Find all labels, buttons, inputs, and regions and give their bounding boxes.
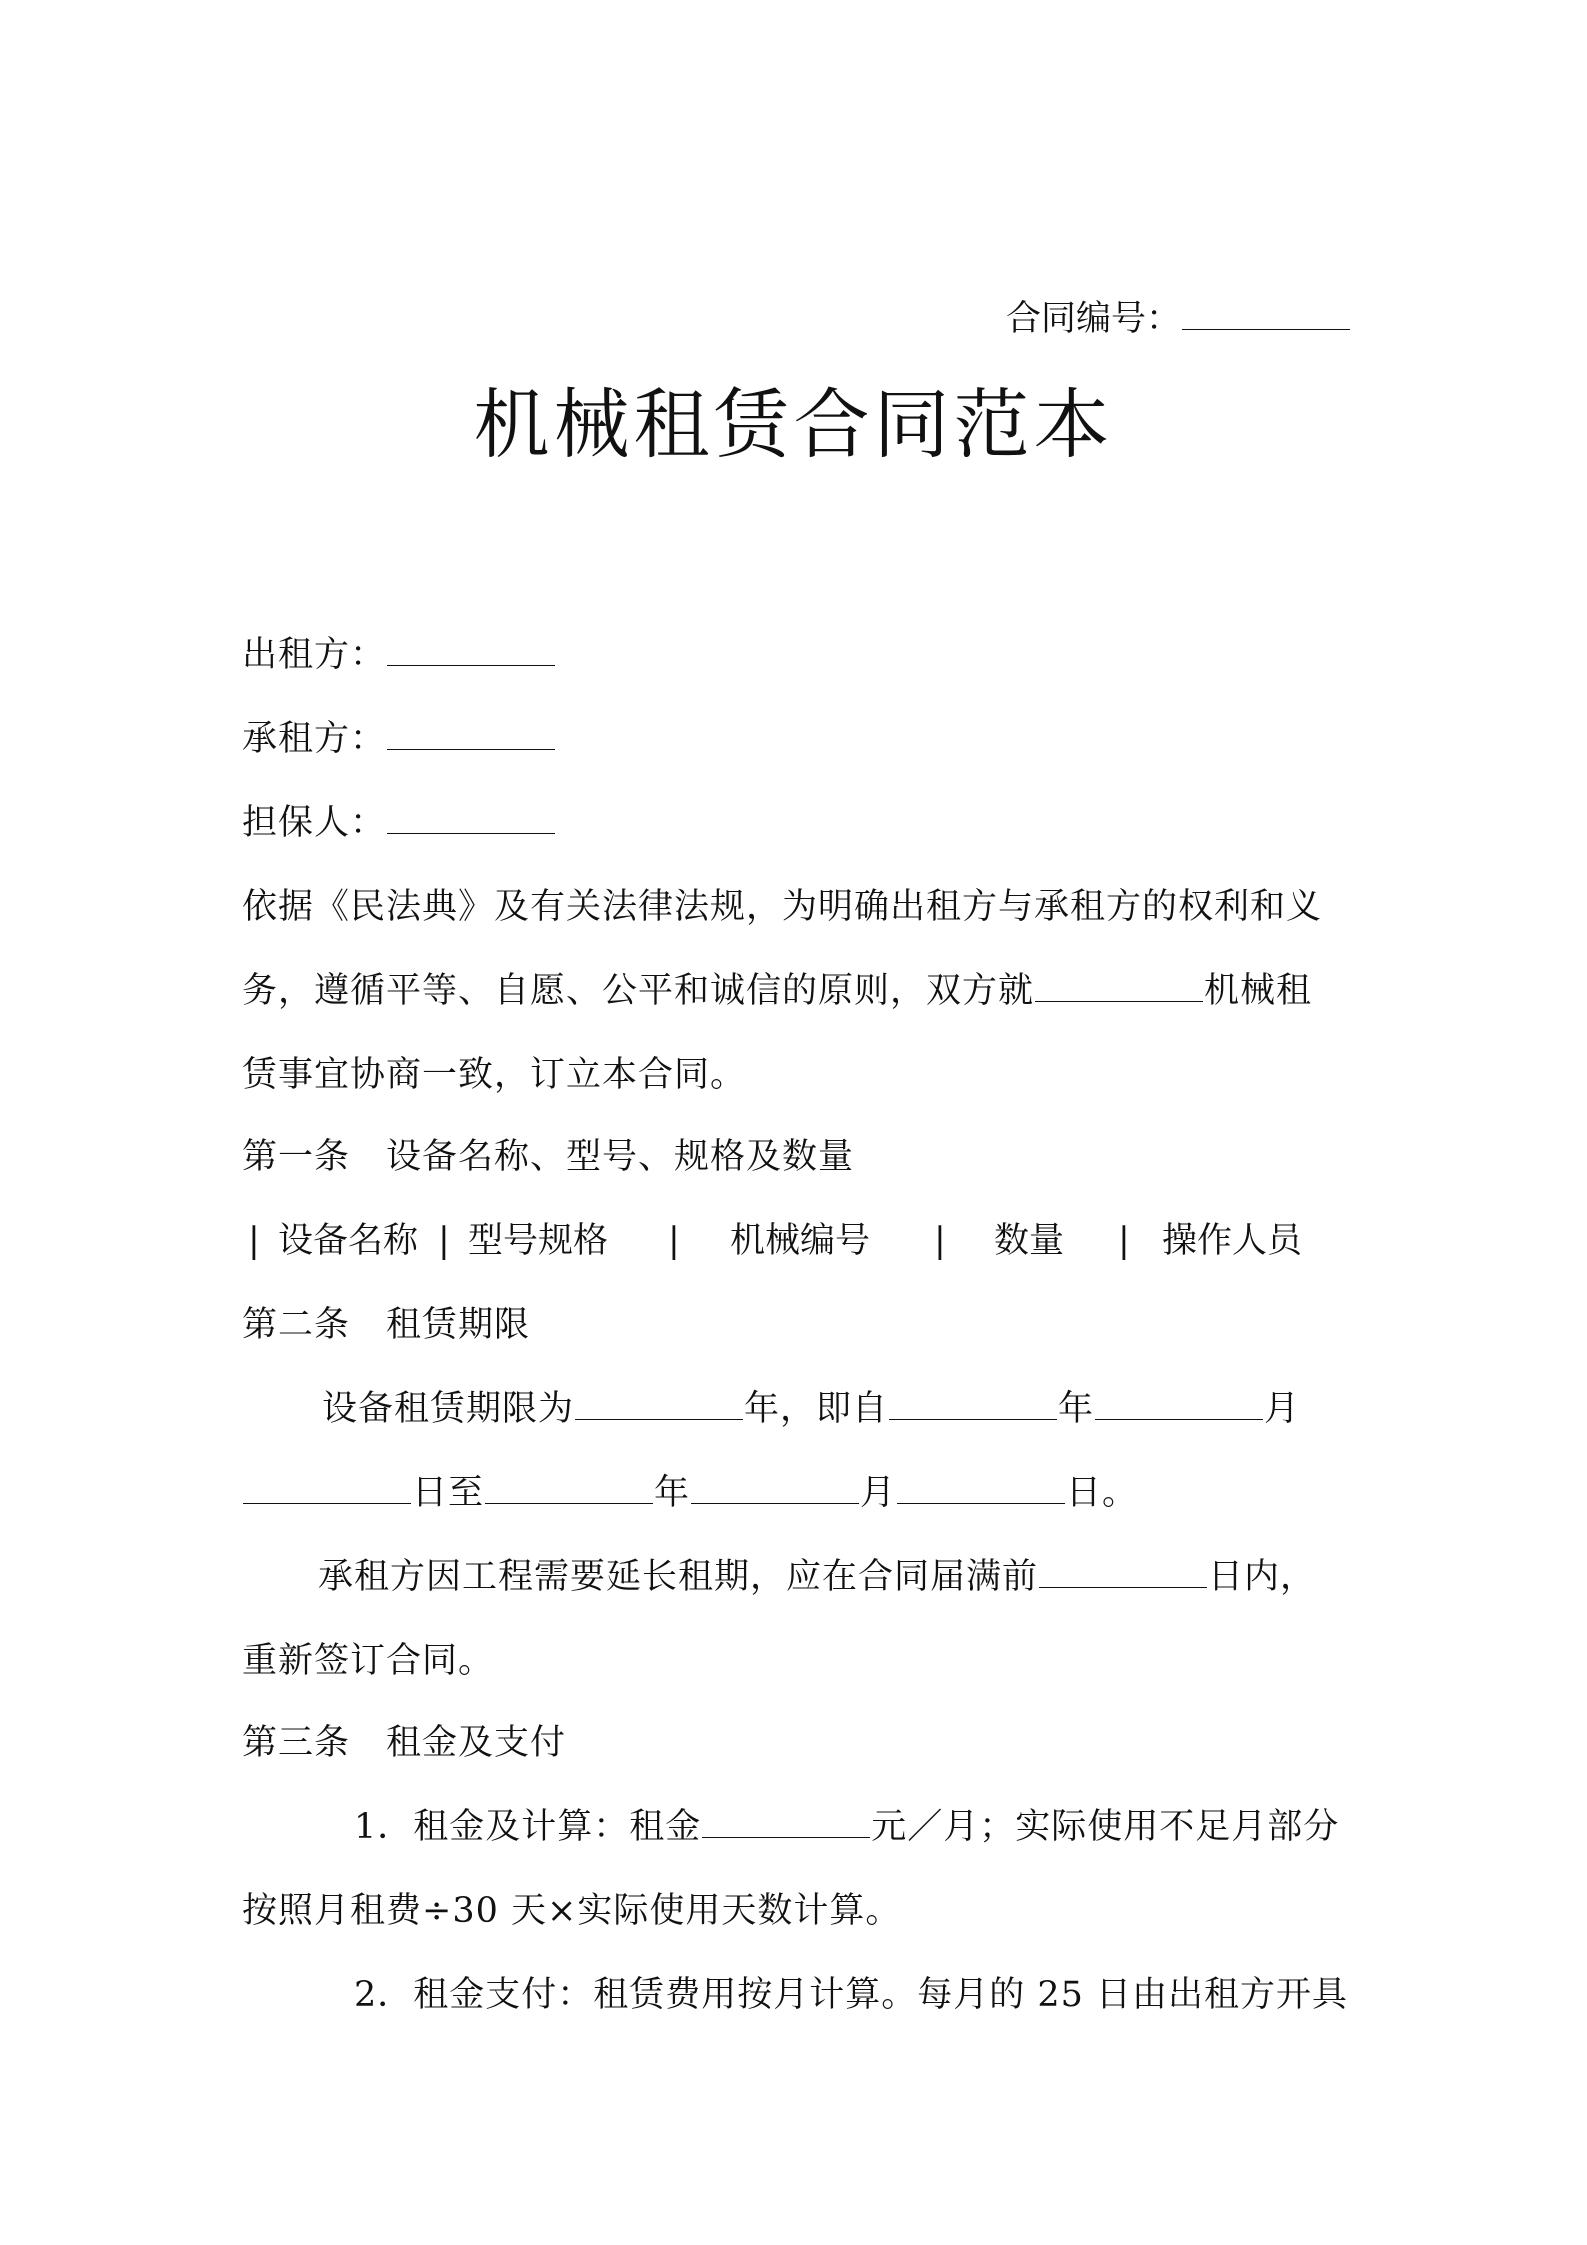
- rent-text-b: 元／月；实际使用不足月部分: [871, 1807, 1340, 1847]
- column-operator: 操作人员: [1162, 1221, 1303, 1261]
- extension-days-blank: [1039, 1557, 1207, 1588]
- term-years-blank: [575, 1389, 743, 1420]
- guarantor-line: [242, 800, 556, 846]
- lessor-label: 出租方：: [242, 635, 387, 675]
- start-day-blank: [243, 1473, 411, 1504]
- column-separator: |: [934, 1221, 946, 1261]
- term-line-1: [322, 1386, 1300, 1432]
- term-text-c: 年: [1058, 1389, 1095, 1429]
- column-separator: |: [668, 1221, 680, 1261]
- rent-item-1-line-2: 按照月租费÷30 天×实际使用天数计算。: [242, 1891, 902, 1931]
- lessor-blank: [387, 635, 555, 666]
- extension-text-a: 承租方因工程需要延长租期，应在合同届满前: [318, 1557, 1039, 1597]
- monthly-rent-blank: [702, 1807, 870, 1838]
- machine-blank: [1035, 971, 1203, 1002]
- term-text-d: 月: [1264, 1389, 1301, 1429]
- document-title: 机械租赁合同范本: [473, 380, 1114, 469]
- term-line-2: [242, 1470, 1138, 1516]
- article1-heading: 第一条 设备名称、型号、规格及数量: [242, 1137, 855, 1177]
- rent-text-a: 1．租金及计算：租金: [354, 1807, 702, 1847]
- lessee-label: 承租方：: [242, 719, 387, 759]
- article2-heading: 第二条 租赁期限: [242, 1305, 531, 1345]
- contract-number-label: 合同编号：: [1005, 299, 1181, 339]
- lessee-blank: [387, 719, 555, 750]
- guarantor-blank: [387, 803, 555, 834]
- start-month-blank: [1095, 1389, 1263, 1420]
- term-text-a: 设备租赁期限为: [322, 1389, 575, 1429]
- contract-number-blank: [1182, 299, 1350, 330]
- term-text-e: 日至: [412, 1473, 485, 1513]
- lessee-line: [242, 716, 556, 762]
- rent-item-1-line-1: [354, 1804, 1339, 1850]
- article3-heading: 第三条 租金及支付: [242, 1723, 567, 1763]
- extension-line-1: [318, 1554, 1316, 1600]
- guarantor-label: 担保人：: [242, 803, 387, 843]
- term-text-g: 月: [860, 1473, 897, 1513]
- term-text-b: 年，即自: [744, 1389, 889, 1429]
- start-year-blank: [889, 1389, 1057, 1420]
- intro-line-3: 赁事宜协商一致，订立本合同。: [242, 1055, 747, 1095]
- extension-line-2: 重新签订合同。: [242, 1641, 495, 1681]
- contract-number-line: [1006, 296, 1351, 342]
- end-month-blank: [691, 1473, 859, 1504]
- end-day-blank: [897, 1473, 1065, 1504]
- column-separator: |: [248, 1221, 260, 1261]
- intro-text-a: 务，遵循平等、自愿、公平和诚信的原则，双方就: [242, 971, 1035, 1011]
- intro-line-1: 依据《民法典》及有关法律法规，为明确出租方与承租方的权利和义: [242, 887, 1323, 927]
- column-machine-number: 机械编号: [730, 1221, 871, 1261]
- term-text-f: 年: [654, 1473, 691, 1513]
- term-text-h: 日。: [1066, 1473, 1139, 1513]
- lessor-line: [242, 632, 556, 678]
- intro-text-b: 机械租: [1204, 971, 1313, 1011]
- column-model-spec: 型号规格: [468, 1221, 609, 1261]
- column-separator: |: [1118, 1221, 1130, 1261]
- end-year-blank: [485, 1473, 653, 1504]
- column-equipment-name: 设备名称: [278, 1221, 419, 1261]
- column-separator: |: [438, 1221, 450, 1261]
- intro-line-2: [242, 968, 1312, 1014]
- column-quantity: 数量: [994, 1221, 1065, 1261]
- rent-item-2-line-1: 2．租金支付：租赁费用按月计算。每月的 25 日由出租方开具: [354, 1975, 1349, 2015]
- extension-text-b: 日内，: [1208, 1557, 1317, 1597]
